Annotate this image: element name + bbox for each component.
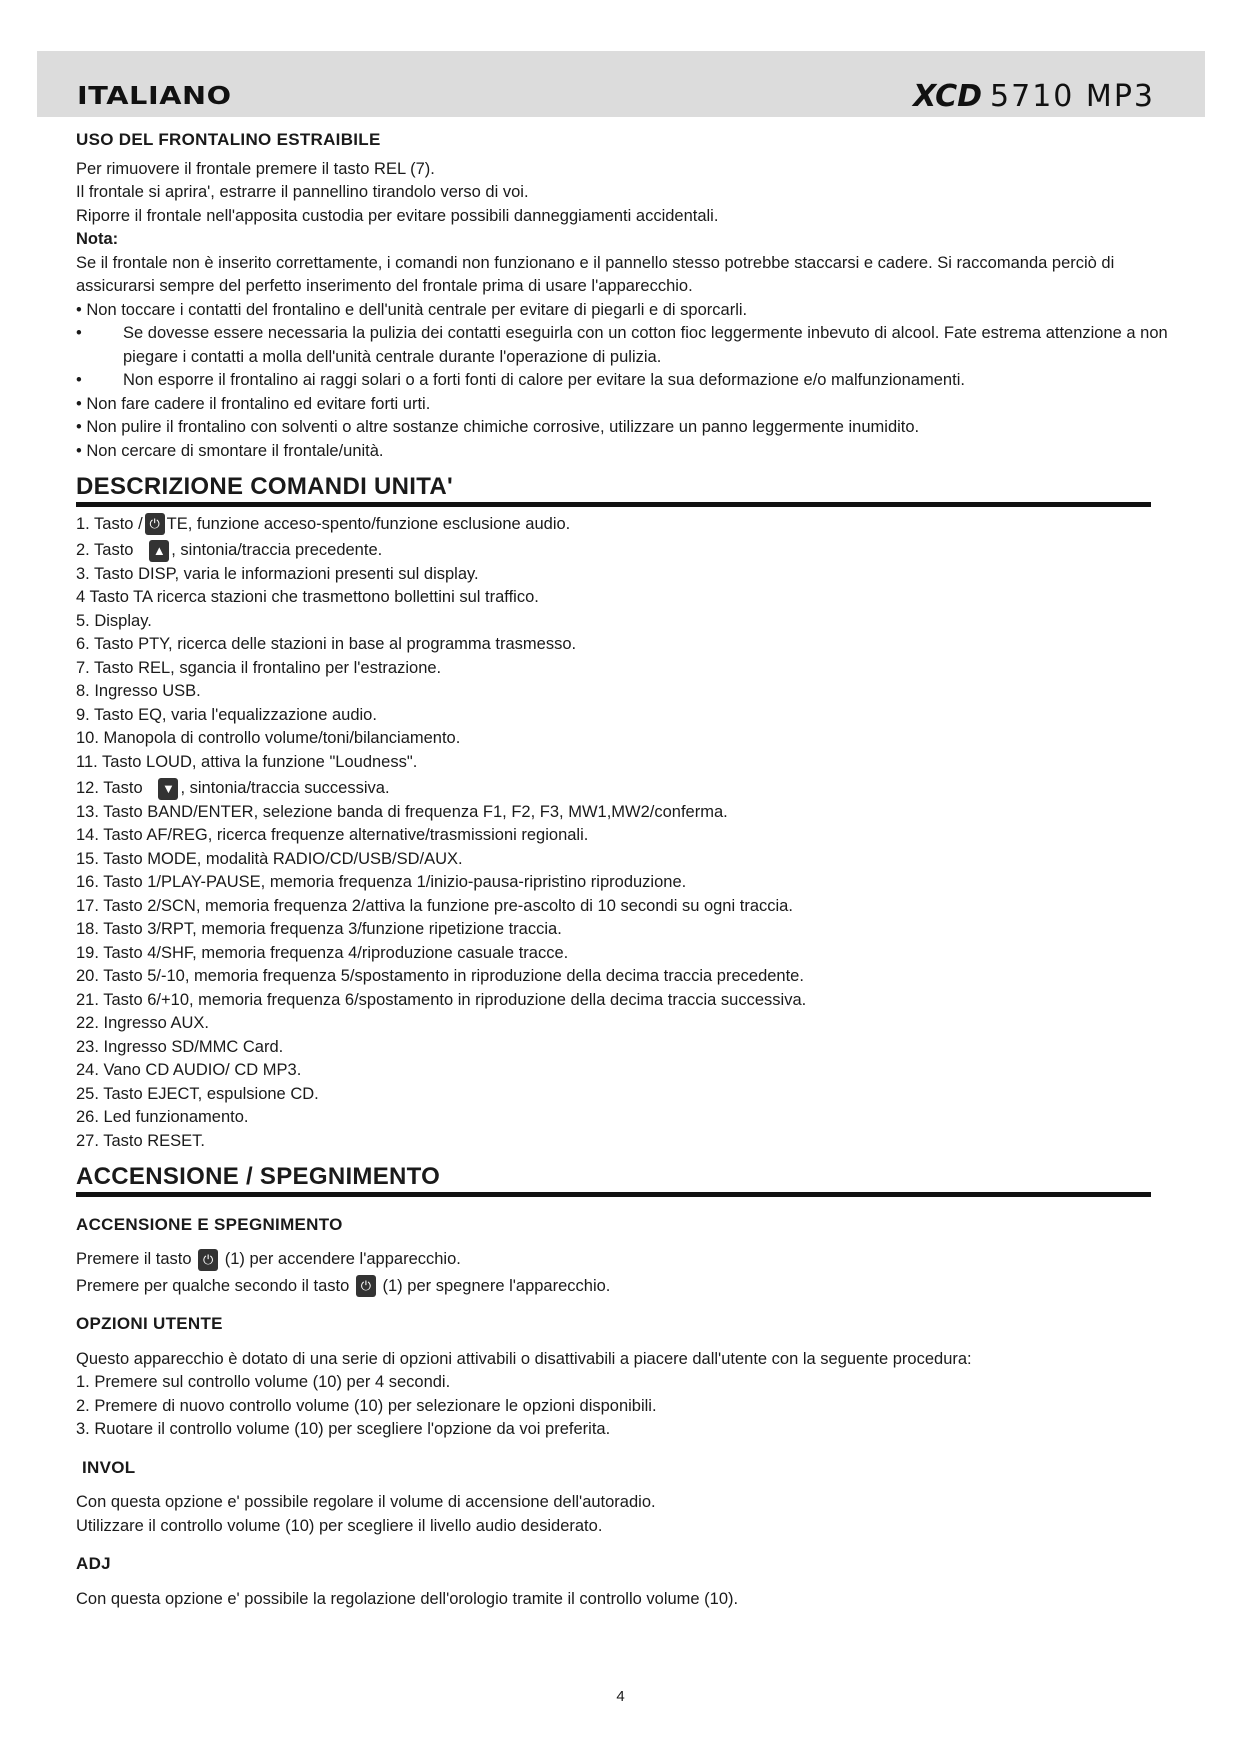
bullet-item: • Non toccare i contatti del frontalino e dell'unità centrale per evitare di piegarli e di sporcarli.: [76, 300, 748, 319]
comandi-list: [76, 513, 1176, 1154]
list-item: 19. Tasto 4/SHF, memoria frequenza 4/riproduzione casuale tracce.: [76, 943, 569, 962]
power-icon: ⏻: [356, 1275, 376, 1297]
list-item: 2. Tasto ▲ , sintonia/traccia precedente.: [76, 539, 1176, 563]
list-item: 25. Tasto EJECT, espulsione CD.: [76, 1084, 319, 1103]
subsection-title-adj: ADJ: [76, 1554, 111, 1573]
list-item: 21. Tasto 6/+10, memoria frequenza 6/spostamento in riproduzione della decima traccia successiva.: [76, 990, 807, 1009]
text-line: Con questa opzione e' possibile la regolazione dell'orologio tramite il controllo volume (10).: [76, 1589, 739, 1608]
list-item: 6. Tasto PTY, ricerca delle stazioni in base al programma trasmesso.: [76, 635, 577, 653]
list-item: 24. Vano CD AUDIO/ CD MP3.: [76, 1061, 302, 1079]
subsection-title-invol: INVOL: [82, 1457, 136, 1477]
list-item: 16. Tasto 1/PLAY-PAUSE, memoria frequenza 1/inizio-pausa-ripristino riproduzione.: [76, 873, 687, 891]
text-line: 2. Premere di nuovo controllo volume (10) per selezionare le opzioni disponibili.: [76, 1396, 657, 1415]
model-number: 5710 MP3: [990, 79, 1155, 114]
power-icon: ⏻: [198, 1249, 218, 1271]
list-item: 10. Manopola di controllo volume/toni/bilanciamento.: [76, 729, 461, 747]
subsection-title-accensione: ACCENSIONE E SPEGNIMENTO: [76, 1214, 343, 1234]
text-line: Il frontale si aprira', estrarre il pannellino tirandolo verso di voi.: [76, 183, 529, 201]
list-item: 8. Ingresso USB.: [76, 682, 201, 700]
model-name: [913, 79, 1155, 114]
bullet-dot: •: [76, 324, 82, 342]
language-label: ITALIANO: [77, 81, 232, 110]
list-item: 14. Tasto AF/REG, ricerca frequenze alternative/trasmissioni regionali.: [76, 826, 589, 844]
list-item: 7. Tasto REL, sgancia il frontalino per l'estrazione.: [76, 658, 442, 677]
list-item: 4 Tasto TA ricerca stazioni che trasmettono bollettini sul traffico.: [76, 588, 539, 606]
bullet-item: • Non pulire il frontalino con solventi o altre sostanze chimiche corrosive, utilizzare un panno leggermente inumidito.: [76, 418, 920, 436]
header-bar: [37, 51, 1205, 117]
list-item: 15. Tasto MODE, modalità RADIO/CD/USB/SD/AUX.: [76, 849, 463, 868]
list-item: 12. Tasto ▼ , sintonia/traccia successiva.: [76, 777, 1176, 801]
text-line: Utilizzare il controllo volume (10) per scegliere il livello audio desiderato.: [76, 1516, 603, 1535]
list-item: 26. Led funzionamento.: [76, 1108, 249, 1126]
bullet-item: [76, 322, 1176, 369]
nota-text: Se il frontale non è inserito correttamente, i comandi non funzionano e il pannello stesso potrebbe staccarsi e cadere. Si raccomanda perciò di assicurarsi sempre del perfetto inserimento del frontale prima di usare l'apparecchio.: [76, 253, 1115, 295]
list-item: 23. Ingresso SD/MMC Card.: [76, 1037, 284, 1056]
page-content: [76, 128, 1176, 1611]
list-item: 27. Tasto RESET.: [76, 1131, 206, 1150]
text-line: Per rimuovere il frontale premere il tasto REL (7).: [76, 159, 435, 178]
text-line: 3. Ruotare il controllo volume (10) per scegliere l'opzione da voi preferita.: [76, 1420, 611, 1438]
bullet-item: • Non fare cadere il frontalino ed evitare forti urti.: [76, 394, 431, 413]
list-item: 13. Tasto BAND/ENTER, selezione banda di frequenza F1, F2, F3, MW1,MW2/conferma.: [76, 802, 728, 821]
text-line: Con questa opzione e' possibile regolare il volume di accensione dell'autoradio.: [76, 1493, 656, 1511]
list-item: 18. Tasto 3/RPT, memoria frequenza 3/funzione ripetizione traccia.: [76, 920, 562, 938]
page-number: 4: [616, 1688, 625, 1705]
list-item: 5. Display.: [76, 611, 152, 630]
subsection-title-opzioni: OPZIONI UTENTE: [76, 1314, 223, 1333]
text-line: Premere per qualche secondo il tasto ⏻ (1) per spegnere l'apparecchio.: [76, 1275, 1176, 1299]
power-icon: ⏻: [145, 513, 165, 535]
text-line: Questo apparecchio è dotato di una serie di opzioni attivabili o disattivabili a piacere dall'utente con la seguente procedura:: [76, 1349, 972, 1368]
bullet-dot: •: [76, 371, 82, 389]
bullet-item: • Non cercare di smontare il frontale/unità.: [76, 441, 384, 460]
list-item: 20. Tasto 5/-10, memoria frequenza 5/spostamento in riproduzione della decima traccia precedente.: [76, 967, 804, 985]
skip-previous-icon: ▲: [149, 540, 169, 562]
text-line: Riporre il frontale nell'apposita custodia per evitare possibili danneggiamenti accidentali.: [76, 206, 719, 225]
bullet-item: [76, 369, 1176, 393]
text-line: 1. Premere sul controllo volume (10) per 4 secondi.: [76, 1373, 451, 1391]
section-title-frontalino: USO DEL FRONTALINO ESTRAIBILE: [76, 130, 381, 149]
list-item: 11. Tasto LOUD, attiva la funzione "Loudness".: [76, 752, 418, 771]
nota-label: Nota:: [76, 230, 119, 248]
skip-next-icon: ▼: [158, 778, 178, 800]
bullet-text: Non esporre il frontalino ai raggi solari o a forti fonti di calore per evitare la sua deformazione e/o malfunzionamenti.: [123, 371, 965, 389]
text-line: Premere il tasto ⏻ (1) per accendere l'apparecchio.: [76, 1248, 1176, 1272]
list-item: 22. Ingresso AUX.: [76, 1014, 209, 1032]
list-item: 9. Tasto EQ, varia l'equalizzazione audio.: [76, 705, 377, 724]
bullet-text: Se dovesse essere necessaria la pulizia dei contatti eseguirla con un cotton fioc leggermente inbevuto di alcool. Fate estrema attenzione a non piegare i contatti a molla dell'unità centrale durante l'operazione di pulizia.: [123, 324, 1168, 366]
list-item: 1. Tasto / ⏻ TE, funzione acceso-spento/funzione esclusione audio.: [76, 513, 1176, 537]
section-title-comandi: DESCRIZIONE COMANDI UNITA': [76, 475, 1151, 507]
list-item: 3. Tasto DISP, varia le informazioni presenti sul display.: [76, 564, 479, 583]
section-title-accensione: ACCENSIONE / SPEGNIMENTO: [76, 1165, 1151, 1197]
list-item: 17. Tasto 2/SCN, memoria frequenza 2/attiva la funzione pre-ascolto di 10 secondi su ogni traccia.: [76, 896, 793, 915]
model-brand: XCD: [913, 79, 983, 114]
